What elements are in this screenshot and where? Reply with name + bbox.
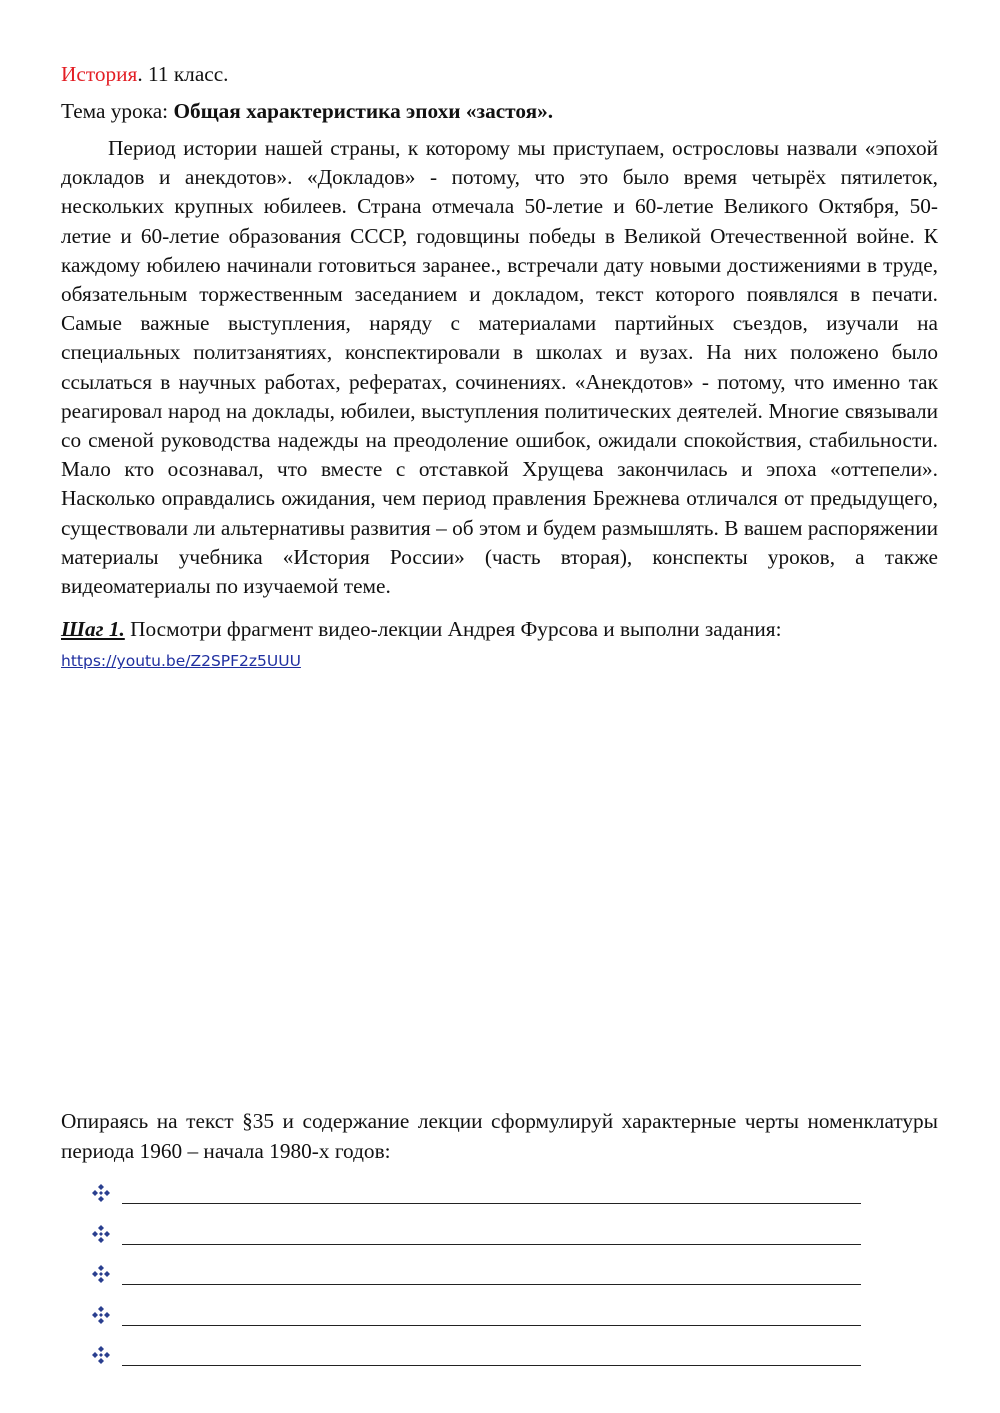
diamond-bullet-icon	[91, 1345, 111, 1365]
task-text: Опираясь на текст §35 и содержание лекции сформулируй характерные черты номенклатуры периода 1960 – начала 1980-х годов:	[61, 1109, 938, 1163]
subject-line	[61, 60, 938, 89]
answer-row	[91, 1340, 871, 1381]
step-1	[61, 614, 938, 644]
video-lecture-link[interactable]: https://youtu.be/Z2SPF2z5UUU	[61, 652, 301, 671]
answer-line[interactable]	[122, 1178, 861, 1204]
answer-line[interactable]	[122, 1259, 861, 1285]
answer-line[interactable]	[122, 1300, 861, 1326]
diamond-bullet-icon	[91, 1183, 111, 1203]
topic-title: Общая характеристика эпохи «застоя».	[173, 99, 554, 123]
lesson-topic	[61, 97, 938, 126]
answer-row	[91, 1259, 871, 1300]
subject-name: История	[61, 62, 138, 86]
topic-prefix: Тема урока:	[61, 99, 174, 123]
diamond-bullet-icon	[91, 1305, 111, 1325]
intro-paragraph: Период истории нашей страны, к которому мы приступаем, острословы назвали «эпохой докладов и анекдотов». «Докладов» - потому, что это было время четырёх пятилеток, нескольких крупных юбилеев. Страна отмечала 50-летие и 60-летие Великого Октября, 50-летие и 60-летие образования СССР, годовщины победы в Великой Отечественной войне. К каждому юбилею начинали готовиться заранее., встречали дату новыми достижениями в труде, обязательным торжественным заседанием и докладом, текст которого появлялся в печати. Самые важные выступления, наряду с материалами партийных съездов, изучали на специальных политзанятиях, конспектировали в школах и вузах. На них положено было ссылаться в научных работах, рефератах, сочинениях. «Анекдотов» - потому, что именно так реагировал народ на доклады, юбилеи, выступления политических деятелей. Многие связывали со сменой руководства надежды на преодоление ошибок, ожидали спокойствия, стабильности. Мало кто осознавал, что вместе с отставкой Хрущева закончилась и эпоха «оттепели». Насколько оправдались ожидания, чем период правления Брежнева отличался от предыдущего, существовали ли альтернативы развития – об этом и будем размышлять. В вашем распоряжении материалы учебника «История России» (часть вторая), конспекты уроков, а также видеоматериалы по изучаемой теме.	[61, 136, 938, 599]
step-1-instruction: Посмотри фрагмент видео-лекции Андрея Фурсова и выполни задания:	[124, 617, 782, 642]
worksheet-page	[61, 60, 938, 672]
grade-label: . 11 класс.	[137, 62, 229, 86]
diamond-bullet-icon	[91, 1264, 111, 1284]
answer-row	[91, 1300, 871, 1341]
answer-list	[91, 1178, 871, 1381]
answer-line[interactable]	[122, 1340, 861, 1366]
answer-row	[91, 1219, 871, 1260]
diamond-bullet-icon	[91, 1224, 111, 1244]
step-1-label: Шаг 1.	[61, 617, 125, 642]
answer-line[interactable]	[122, 1219, 861, 1245]
answer-row	[91, 1178, 871, 1219]
